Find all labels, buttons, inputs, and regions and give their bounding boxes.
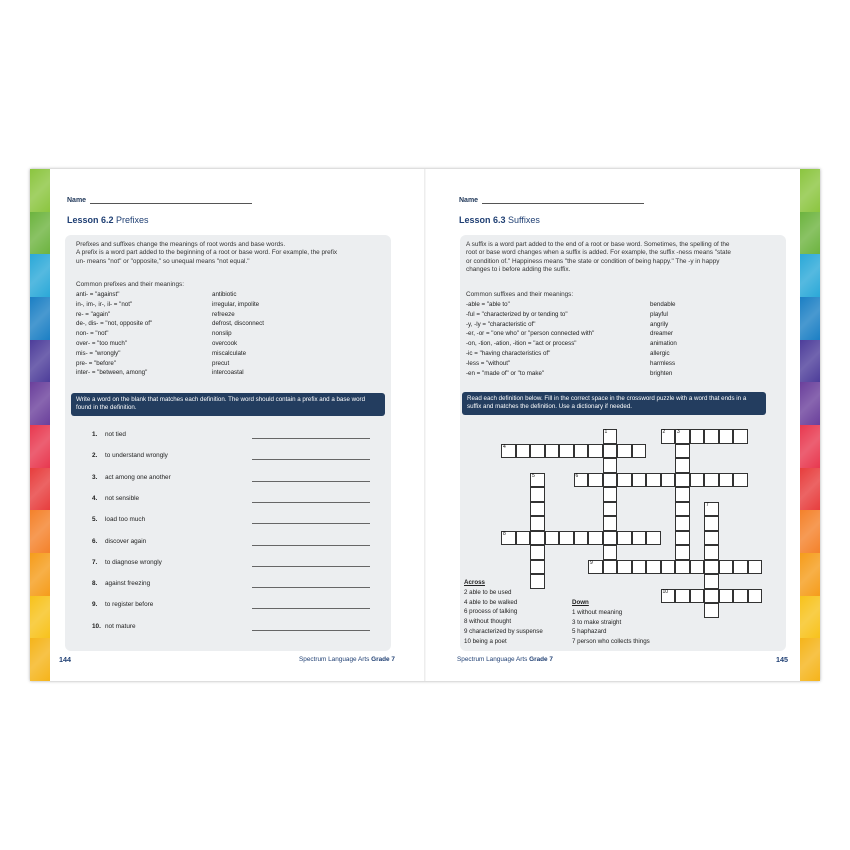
crossword-cell[interactable] xyxy=(559,444,574,459)
page-footer: Spectrum Language Arts Grade 7 xyxy=(457,656,553,663)
crossword-cell[interactable] xyxy=(675,444,690,459)
table-row: -y, -ly = "characteristic of" angrily xyxy=(466,320,669,328)
intro-line: Prefixes and suffixes change the meanings of root words and base words. xyxy=(76,241,286,248)
crossword-cell[interactable] xyxy=(675,545,690,560)
clue-number: 8 xyxy=(503,530,506,537)
prefix-table xyxy=(76,290,264,378)
crossword-cell[interactable] xyxy=(516,444,531,459)
crossword-cell[interactable] xyxy=(733,589,748,604)
crossword-cell[interactable] xyxy=(675,502,690,517)
crossword-cell[interactable] xyxy=(675,429,690,444)
crossword-cell[interactable] xyxy=(530,545,545,560)
crossword-cell[interactable] xyxy=(603,429,618,444)
intro-line: or condition of." Happiness means "the state or condition of being happy." The -y in happy xyxy=(466,257,720,265)
color-block xyxy=(800,553,820,596)
crossword-cell[interactable] xyxy=(719,560,734,575)
question-item: 9. to register before xyxy=(92,601,392,611)
color-block xyxy=(800,212,820,255)
table-row: -ful = "characterized by or tending to" playful xyxy=(466,310,668,318)
crossword-cell[interactable] xyxy=(690,429,705,444)
clue: 8 without thought xyxy=(464,618,512,626)
intro-line: A suffix is a word part added to the end of a root or base word. Sometimes, the spelling of the xyxy=(466,241,730,248)
crossword-cell[interactable] xyxy=(545,531,560,546)
crossword-cell[interactable] xyxy=(632,560,647,575)
crossword-cell[interactable] xyxy=(603,516,618,531)
question-item: 2. to understand wrongly xyxy=(92,452,392,462)
question-item: 1. not tied xyxy=(92,431,392,441)
question-item: 4. not sensible xyxy=(92,495,392,505)
crossword-cell[interactable] xyxy=(675,458,690,473)
crossword-cell[interactable] xyxy=(617,560,632,575)
clue-number: 9 xyxy=(590,559,593,566)
clue: 3 to make straight xyxy=(572,618,622,626)
answer-blank[interactable] xyxy=(252,523,370,524)
question-item: 3. act among one another xyxy=(92,474,392,484)
crossword-cell[interactable] xyxy=(704,502,719,517)
clue-number: 10 xyxy=(662,588,669,595)
intro-line: un- means "not" or "opposite," so unequal means "not equal." xyxy=(76,257,250,265)
right-page xyxy=(426,169,800,681)
color-block xyxy=(30,169,50,212)
crossword-cell[interactable] xyxy=(545,444,560,459)
crossword-cell[interactable] xyxy=(675,516,690,531)
answer-blank[interactable] xyxy=(252,459,370,460)
table-row: in-, im-, ir-, il- = "not" irregular, impolite xyxy=(76,300,260,308)
table-row: mis- = "wrongly" miscalculate xyxy=(76,349,247,357)
table-row: inter- = "between, among" intercoastal xyxy=(76,369,244,377)
color-block xyxy=(800,340,820,383)
answer-blank[interactable] xyxy=(252,587,370,588)
lesson-topic: Suffixes xyxy=(508,215,540,225)
lesson-title xyxy=(67,215,149,225)
question-item: 8. against freezing xyxy=(92,580,392,590)
crossword-cell[interactable] xyxy=(704,574,719,589)
crossword-cell[interactable] xyxy=(530,531,545,546)
table-row: pre- = "before" precut xyxy=(76,359,230,367)
crossword-cell[interactable] xyxy=(661,473,676,488)
crossword-cell[interactable] xyxy=(719,429,734,444)
crossword-cell[interactable] xyxy=(632,473,647,488)
crossword-cell[interactable] xyxy=(690,589,705,604)
crossword-cell[interactable] xyxy=(617,531,632,546)
crossword-cell[interactable] xyxy=(603,502,618,517)
answer-blank[interactable] xyxy=(252,502,370,503)
crossword-cell[interactable] xyxy=(661,429,676,444)
common-prefixes-label: Common prefixes and their meanings: xyxy=(76,281,184,288)
crossword-cell[interactable] xyxy=(661,560,676,575)
crossword-cell[interactable] xyxy=(690,473,705,488)
instructions-banner: Read each definition below. Fill in the correct space in the crossword puzzle with a word that ends in a suffix and matches the definition. Use a dictionary if needed. xyxy=(462,392,766,415)
page-footer: Spectrum Language Arts Grade 7 xyxy=(299,656,395,663)
clue: 10 being a poet xyxy=(464,637,507,645)
question-item: 10. not mature xyxy=(92,623,392,633)
color-block xyxy=(800,425,820,468)
clue: 6 process of talking xyxy=(464,608,518,616)
crossword-cell[interactable] xyxy=(617,444,632,459)
crossword-cell[interactable] xyxy=(603,473,618,488)
crossword-cell[interactable] xyxy=(748,560,763,575)
color-block xyxy=(30,212,50,255)
workbook-spread xyxy=(30,169,820,681)
crossword-cell[interactable] xyxy=(530,473,545,488)
answer-blank[interactable] xyxy=(252,438,370,439)
clue-number: 5 xyxy=(532,472,535,479)
crossword-cell[interactable] xyxy=(675,473,690,488)
common-suffixes-label: Common suffixes and their meanings: xyxy=(466,291,574,298)
name-row xyxy=(459,197,644,204)
table-row: over- = "too much" overcook xyxy=(76,339,238,347)
crossword-cell[interactable] xyxy=(675,531,690,546)
color-block xyxy=(30,596,50,639)
answer-blank[interactable] xyxy=(252,566,370,567)
color-block xyxy=(30,510,50,553)
clue-number: 7 xyxy=(706,501,709,508)
across-clues xyxy=(464,578,543,647)
crossword-cell[interactable] xyxy=(603,560,618,575)
crossword-cell[interactable] xyxy=(704,560,719,575)
color-block xyxy=(800,510,820,553)
crossword-cell[interactable] xyxy=(748,589,763,604)
crossword-cell[interactable] xyxy=(704,531,719,546)
clue-number: 1 xyxy=(604,429,608,435)
suffix-table xyxy=(466,300,677,378)
crossword-cell[interactable] xyxy=(501,444,516,459)
clue: 7 person who collects things xyxy=(572,638,650,646)
down-clues xyxy=(572,598,650,647)
answer-blank[interactable] xyxy=(252,608,370,609)
clue: 1 without meaning xyxy=(572,608,623,616)
crossword-cell[interactable] xyxy=(603,444,618,459)
page-number: 145 xyxy=(776,655,788,664)
color-block xyxy=(800,169,820,212)
crossword-cell[interactable] xyxy=(574,473,589,488)
left-color-strip xyxy=(30,169,50,681)
color-block xyxy=(30,425,50,468)
color-block xyxy=(800,382,820,425)
lesson-panel xyxy=(460,235,786,651)
table-row: -ic = "having characteristics of" allergic xyxy=(466,349,670,357)
color-block xyxy=(30,553,50,596)
page-number: 144 xyxy=(59,655,71,664)
crossword-cell[interactable] xyxy=(588,531,603,546)
crossword-cell[interactable] xyxy=(603,458,618,473)
intro-line: root or base word changes when a suffix is added. For example, the suffix -ness means "state xyxy=(466,249,731,257)
question-item: 6. discover again xyxy=(92,538,392,548)
crossword-cell[interactable] xyxy=(530,560,545,575)
crossword-cell[interactable] xyxy=(588,473,603,488)
left-page xyxy=(50,169,424,681)
answer-blank[interactable] xyxy=(252,545,370,546)
crossword-cell[interactable] xyxy=(704,516,719,531)
intro-line: A prefix is a word part added to the beginning of a root or base word. For example, the prefix xyxy=(76,249,338,257)
crossword-cell[interactable] xyxy=(530,487,545,502)
name-row xyxy=(67,197,252,204)
clue-number: 6 xyxy=(575,472,579,479)
table-row: non- = "not" nonslip xyxy=(76,330,232,338)
clue-number: 2 xyxy=(662,429,666,435)
color-block xyxy=(30,638,50,681)
color-block xyxy=(30,468,50,511)
crossword-cell[interactable] xyxy=(675,589,690,604)
crossword-cell[interactable] xyxy=(690,560,705,575)
table-row: -en = "made of" or "to make" brighten xyxy=(466,369,673,377)
crossword-cell[interactable] xyxy=(719,589,734,604)
crossword-cell[interactable] xyxy=(632,444,647,459)
crossword-cell[interactable] xyxy=(501,531,516,546)
crossword-cell[interactable] xyxy=(530,444,545,459)
crossword-cell[interactable] xyxy=(704,473,719,488)
intro-text xyxy=(76,241,386,266)
crossword-cell[interactable] xyxy=(733,560,748,575)
clue-number: 4 xyxy=(503,443,506,450)
crossword-cell[interactable] xyxy=(675,560,690,575)
answer-blank[interactable] xyxy=(252,481,370,482)
crossword-cell[interactable] xyxy=(632,531,647,546)
crossword-cell[interactable] xyxy=(646,531,661,546)
table-row: -er, -or = "one who" or "person connected with" dreamer xyxy=(466,330,674,338)
crossword-cell[interactable] xyxy=(617,473,632,488)
color-block xyxy=(800,468,820,511)
crossword-cell[interactable] xyxy=(574,531,589,546)
crossword-cell[interactable] xyxy=(704,603,719,618)
crossword-cell[interactable] xyxy=(733,429,748,444)
question-item: 7. to diagnose wrongly xyxy=(92,559,392,569)
clue-number: 3 xyxy=(677,429,680,435)
name-blank[interactable] xyxy=(90,197,252,204)
color-block xyxy=(30,297,50,340)
table-row: -able = "able to" bendable xyxy=(466,301,676,308)
across-heading: Across xyxy=(464,579,485,586)
down-heading: Down xyxy=(572,599,589,606)
clue: 5 haphazard xyxy=(572,628,607,636)
lesson-number: Lesson 6.2 xyxy=(67,215,114,225)
color-block xyxy=(800,596,820,639)
crossword-cell[interactable] xyxy=(733,473,748,488)
lesson-title xyxy=(459,215,540,225)
crossword-cell[interactable] xyxy=(574,444,589,459)
right-color-strip xyxy=(800,169,820,681)
instructions-banner: Write a word on the blank that matches each definition. The word should contain a prefix and a base word found in the definition. xyxy=(71,393,385,416)
crossword-cell[interactable] xyxy=(646,560,661,575)
question-item: 5. load too much xyxy=(92,516,392,526)
crossword-cell[interactable] xyxy=(516,531,531,546)
crossword-cell[interactable] xyxy=(530,502,545,517)
table-row: -less = "without" harmless xyxy=(466,359,676,367)
lesson-number: Lesson 6.3 xyxy=(459,215,506,225)
color-block xyxy=(800,254,820,297)
intro-line: changes to i before adding the suffix. xyxy=(466,266,571,274)
intro-text xyxy=(466,241,782,275)
crossword-cell[interactable] xyxy=(559,531,574,546)
clue: 2 able to be used xyxy=(464,588,512,596)
crossword-cell[interactable] xyxy=(530,516,545,531)
table-row: -on, -tion, -ation, -ition = "act or process" animation xyxy=(466,340,677,348)
name-blank[interactable] xyxy=(482,197,644,204)
crossword-cell[interactable] xyxy=(588,560,603,575)
crossword-cell[interactable] xyxy=(719,473,734,488)
table-row: de-, dis- = "not, opposite of" defrost, disconnect xyxy=(76,320,264,328)
table-row: re- = "again" refreeze xyxy=(76,310,235,318)
lesson-topic: Prefixes xyxy=(116,215,149,225)
color-block xyxy=(30,340,50,383)
clue: 4 able to be walked xyxy=(464,598,518,606)
crossword-cell[interactable] xyxy=(704,545,719,560)
crossword-cell[interactable] xyxy=(675,487,690,502)
crossword-cell[interactable] xyxy=(603,487,618,502)
crossword-cell[interactable] xyxy=(603,545,618,560)
crossword-cell[interactable] xyxy=(704,589,719,604)
color-block xyxy=(800,638,820,681)
crossword-cell[interactable] xyxy=(603,531,618,546)
crossword-cell[interactable] xyxy=(588,444,603,459)
color-block xyxy=(800,297,820,340)
table-row: anti- = "against" antibiotic xyxy=(76,291,237,298)
crossword-cell[interactable] xyxy=(661,589,676,604)
name-label: Name xyxy=(67,197,87,204)
crossword-cell[interactable] xyxy=(646,473,661,488)
color-block xyxy=(30,254,50,297)
answer-blank[interactable] xyxy=(252,630,370,631)
color-block xyxy=(30,382,50,425)
clue: 9 characterized by suspense xyxy=(464,627,543,635)
name-label: Name xyxy=(459,197,479,204)
crossword-cell[interactable] xyxy=(704,429,719,444)
